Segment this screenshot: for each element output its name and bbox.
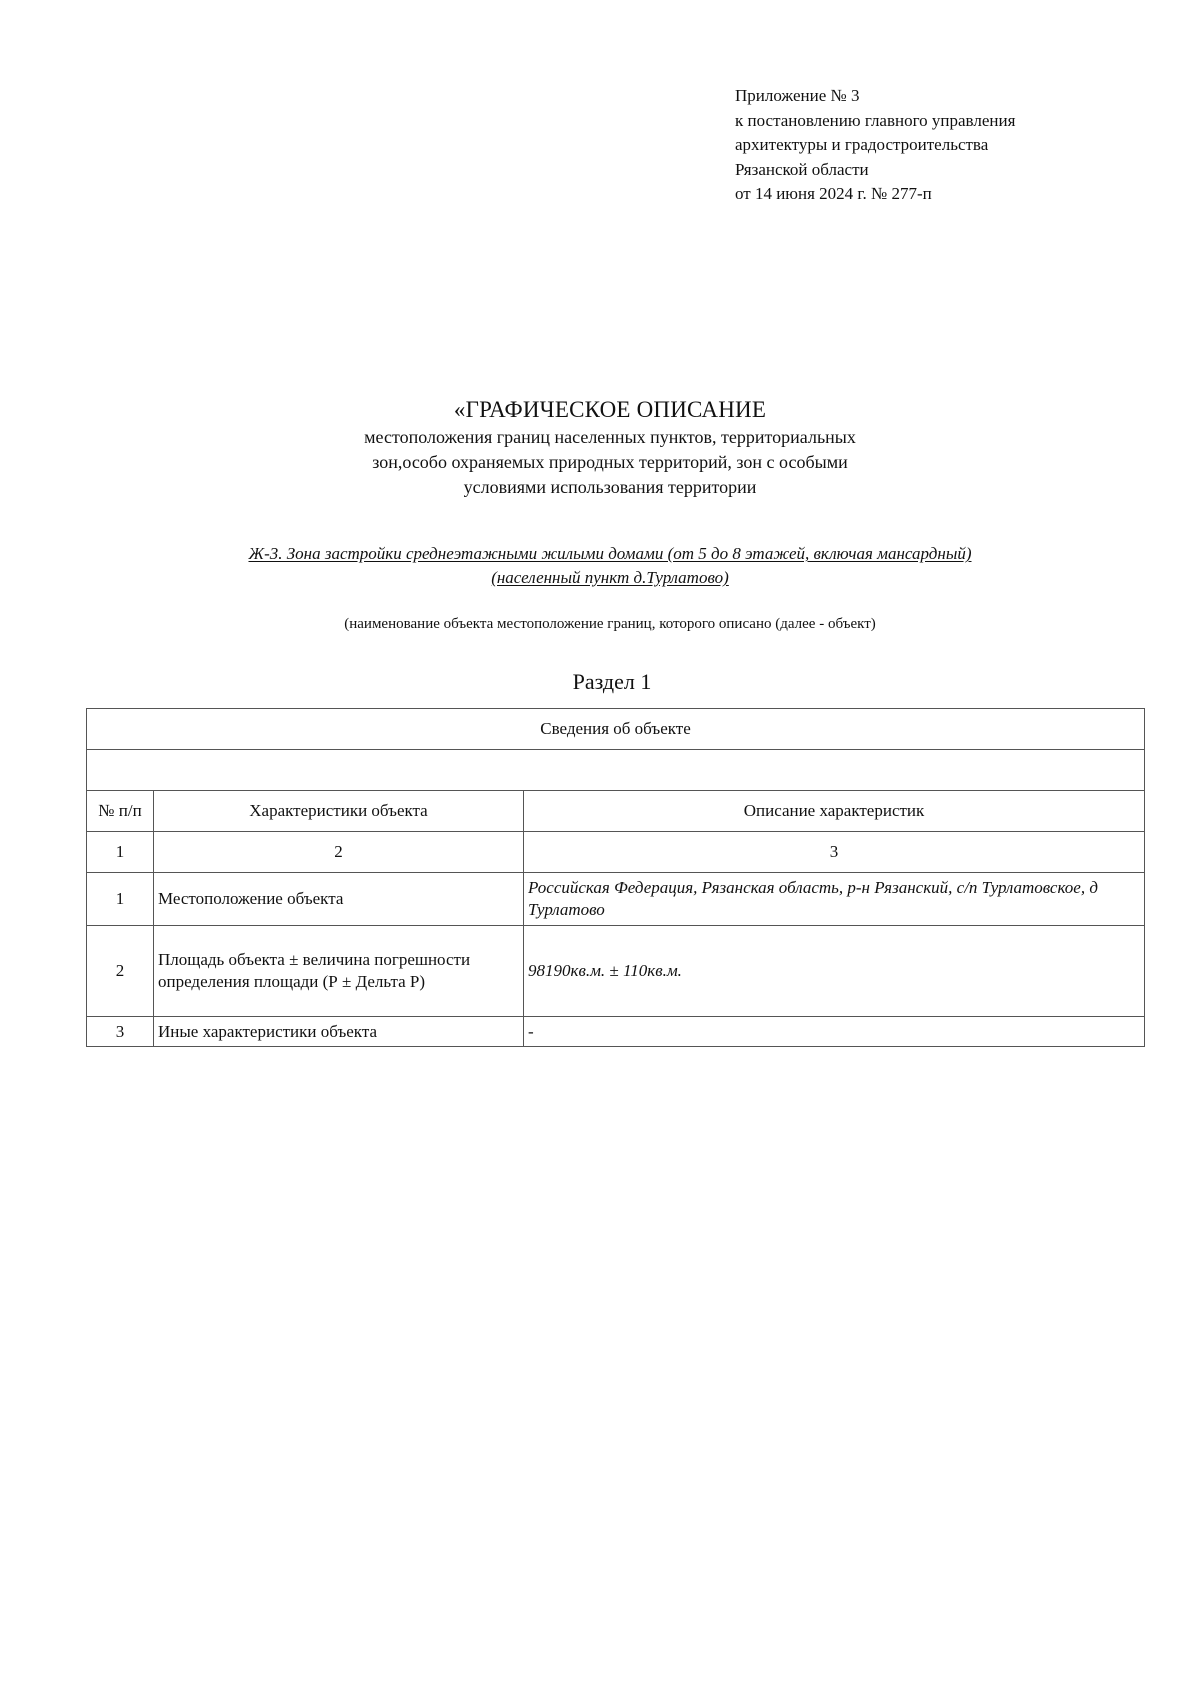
column-header-num: № п/п — [87, 791, 154, 832]
appendix-line: Приложение № 3 — [735, 86, 860, 105]
object-caption: (наименование объекта местоположение границ, которого описано (далее - объект) — [344, 616, 876, 632]
table-row — [87, 873, 1145, 926]
column-header-characteristic: Характеристики объекта — [154, 791, 524, 832]
document-title: «ГРАФИЧЕСКОЕ ОПИСАНИЕ — [453, 397, 767, 422]
table-heading-row — [87, 709, 1145, 750]
document-title-block — [0, 395, 1200, 500]
row-characteristic: Площадь объекта ± величина погрешности определения площади (Р ± Дельта Р) — [154, 926, 524, 1017]
object-name-line: (населенный пункт д.Турлатово) — [491, 568, 729, 587]
row-characteristic: Местоположение объекта — [154, 873, 524, 926]
table-row — [87, 926, 1145, 1017]
table-row — [87, 1017, 1145, 1047]
column-number: 1 — [87, 832, 154, 873]
appendix-line: к постановлению главного управления — [735, 110, 1016, 130]
table-empty-row — [87, 750, 1145, 791]
column-number: 3 — [524, 832, 1145, 873]
appendix-line: Рязанской области — [735, 159, 869, 179]
appendix-line: от 14 июня 2024 г. № 277-п — [735, 184, 932, 203]
section-title: Раздел 1 — [572, 669, 652, 694]
appendix-line: архитектуры и градостроительства — [735, 135, 989, 154]
table-empty-cell — [87, 750, 1145, 791]
row-description: - — [524, 1017, 1145, 1047]
row-characteristic: Иные характеристики объекта — [154, 1017, 524, 1047]
object-name-block — [60, 542, 1160, 590]
row-description: 98190кв.м. ± 110кв.м. — [524, 926, 1145, 1017]
row-num: 3 — [87, 1017, 154, 1047]
column-number: 2 — [154, 832, 524, 873]
table-column-numbers-row — [87, 832, 1145, 873]
object-name-line: Ж-3. Зона застройки среднеэтажными жилыми домами (от 5 до 8 этажей, включая мансардный) — [248, 544, 972, 563]
column-header-description: Описание характеристик — [524, 791, 1145, 832]
row-description: Российская Федерация, Рязанская область, р-н Рязанский, с/п Турлатовское, д Турлатово — [524, 873, 1145, 926]
document-subtitle-line: условиями использования территории — [463, 477, 757, 497]
table-heading: Сведения об объекте — [87, 709, 1145, 750]
document-subtitle-line: местоположения границ населенных пунктов, территориальных — [364, 427, 856, 447]
appendix-block — [735, 84, 1015, 207]
document-subtitle-line: зон,особо охраняемых природных территорий, зон с особыми — [372, 452, 848, 472]
row-num: 1 — [87, 873, 154, 926]
row-num: 2 — [87, 926, 154, 1017]
object-info-table — [86, 708, 1145, 1047]
table-header-row — [87, 791, 1145, 832]
